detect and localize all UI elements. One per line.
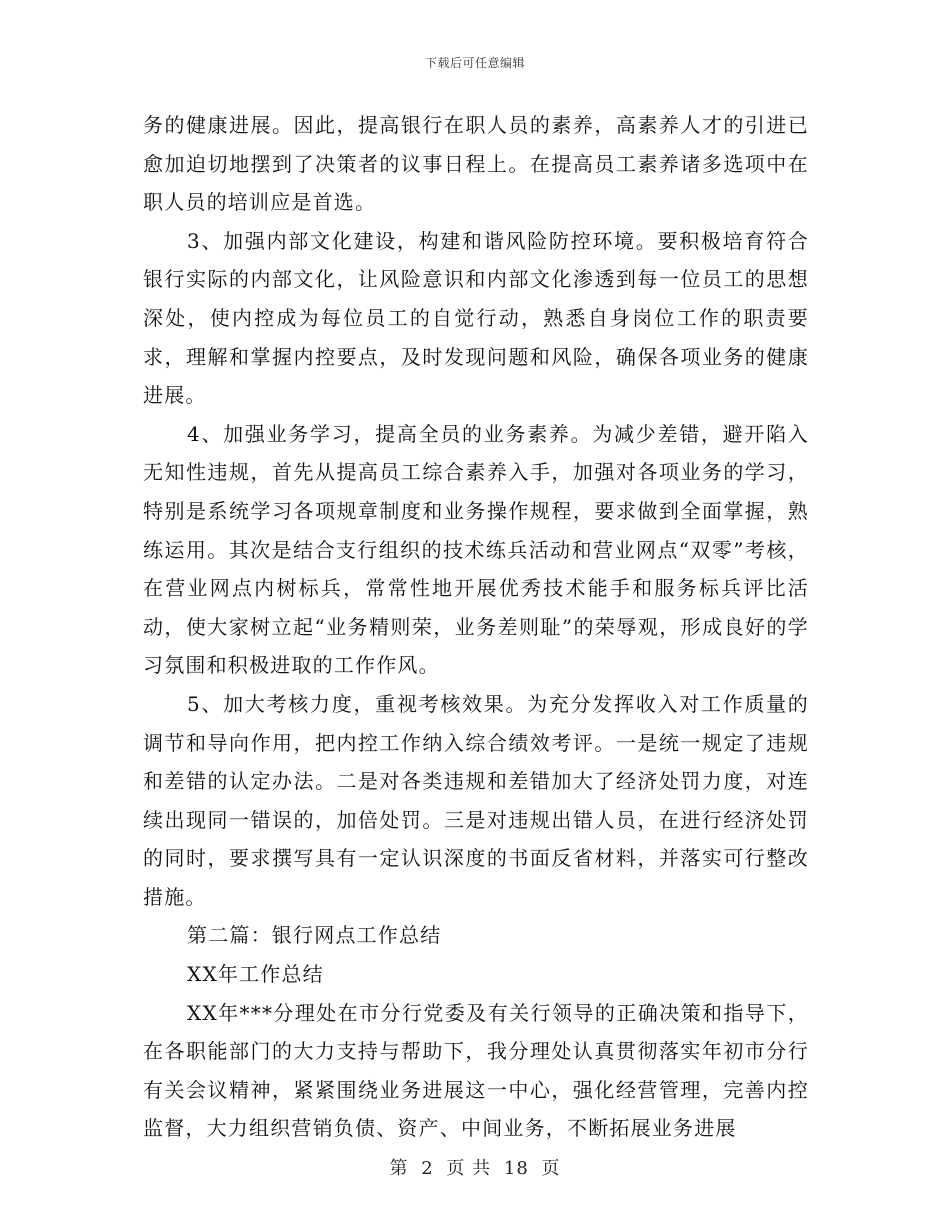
footer-total-pages: 18 xyxy=(503,1158,529,1179)
section-heading: 第二篇：银行网点工作总结 xyxy=(187,923,442,948)
paragraph-item-4: 4、加强业务学习，提高全员的业务素养。为减少差错，避开陷入无知性违规，首先从提高员工综合素养入手，加强对各项业务的学习，特别是系统学习各项规章制度和业务操作规程，要求做到全面掌握，熟练运用。其次是结合支行组织的技术练兵活动和营业网点“双零”考核，在营业网点内树标兵，常常性地开展优秀技术能手和服务标兵评比活动，使大家树立起“业务精则荣，业务差则耻”的荣辱观，形成良好的学习氛围和积极进取的工作作风。 xyxy=(143,421,809,678)
paragraph-continuation: 务的健康进展。因此，提高银行在职人员的素养，高素养人才的引进已愈加迫切地摆到了决策者的议事日程上。在提高员工素养诸多选项中在职人员的培训应是首选。 xyxy=(143,113,809,215)
footer-prefix: 第 xyxy=(389,1158,409,1179)
footer-suffix: 页 xyxy=(541,1158,561,1179)
footer-current-page: 2 xyxy=(421,1158,434,1179)
paragraph-summary-intro: XX年***分理处在市分行党委及有关行领导的正确决策和指导下，在各职能部门的大力支持与帮助下，我分理处认真贯彻落实年初市分行有关会议精神，紧紧围绕业务进展这一中心，强化经营管理，完善内控监督，大力组织营销负债、资产、中间业务，不断拓展业务进展 xyxy=(143,1000,809,1141)
document-body xyxy=(143,106,809,1148)
subsection-heading: XX年工作总结 xyxy=(187,962,324,987)
paragraph-item-5: 5、加大考核力度，重视考核效果。为充分发挥收入对工作质量的调节和导向作用，把内控工作纳入综合绩效考评。一是统一规定了违规和差错的认定办法。二是对各类违规和差错加大了经济处罚力度，对连续出现同一错误的，加倍处罚。三是对违规出错人员，在进行经济处罚的同时，要求撰写具有一定认识深度的书面反省材料，并落实可行整改措施。 xyxy=(143,691,809,909)
footer-middle: 页 共 xyxy=(446,1158,492,1179)
page-footer xyxy=(0,1154,950,1180)
paragraph-item-3: 3、加强内部文化建设，构建和谐风险防控环境。要积极培育符合银行实际的内部文化，让风险意识和内部文化渗透到每一位员工的思想深处，使内控成为每位员工的自觉行动，熟悉自身岗位工作的职责要求，理解和掌握内控要点，及时发现问题和风险，确保各项业务的健康进展。 xyxy=(143,228,809,408)
page-header: 下载后可任意编辑 xyxy=(424,56,525,70)
